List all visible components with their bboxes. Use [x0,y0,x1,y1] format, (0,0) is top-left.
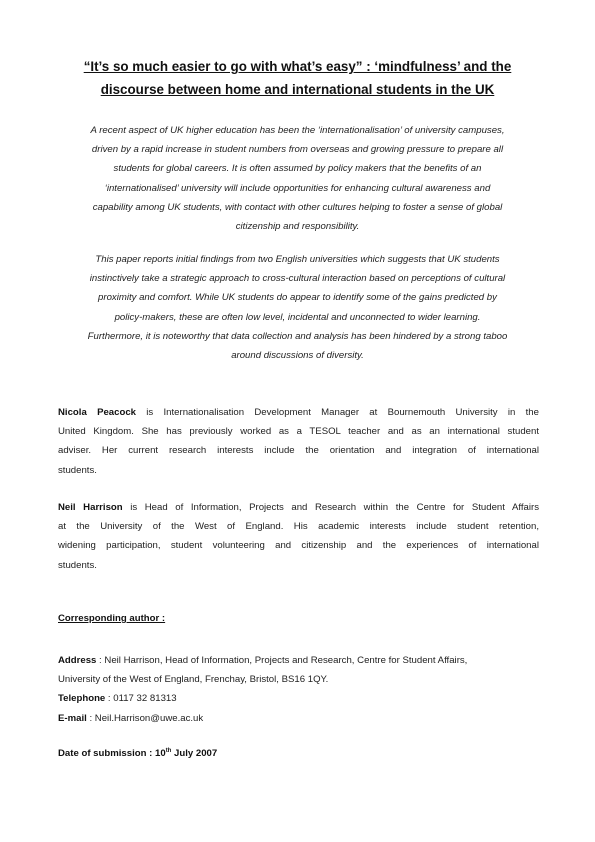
author-name: Nicola Peacock [58,407,137,418]
author-bio-peacock [58,403,539,480]
address-label: Address [58,655,97,666]
email-label: E-mail [58,712,87,724]
submission-label [58,748,217,759]
email-line [58,709,539,728]
bio-line: United Kingdom. She has previously worked as a TESOL teacher and as an international student [58,426,539,438]
author-name: Neil Harrison [58,502,123,513]
bio-line: at the University of the West of England. His academic interests include student retention, [58,521,539,533]
paper-title [55,55,540,101]
submission-line [58,744,539,763]
bio-line: students. [58,559,97,571]
abstract-line: students for global careers. It is often assumed by policy makers that the benefits of an [113,163,482,175]
bio-text: is Head of Information, Projects and Research within the Centre for Student Affairs [122,502,539,513]
telephone-value: : 0117 32 81313 [105,693,177,705]
abstract-line: citizenship and responsibility. [235,221,360,233]
bio-line: adviser. Her current research interests include the orientation and integration of international [58,445,539,457]
contact-details [58,651,539,728]
corresponding-author-heading: Corresponding author : [58,613,166,624]
bio-line: widening participation, student volunteering and citizenship and the experiences of international [58,540,539,552]
abstract-line: A recent aspect of UK higher education has been the ‘internationalisation’ of university campuses, [90,125,505,136]
address-line [58,651,539,670]
telephone-label: Telephone [58,693,106,705]
email-value[interactable]: : Neil.Harrison@uwe.ac.uk [86,712,204,724]
paper-title-line: “It’s so much easier to go with what’s easy” : ‘mindfulness’ and the [83,59,512,74]
abstract-line: driven by a rapid increase in student numbers from overseas and growing pressure to prepare all [91,144,504,156]
abstract-line: capability among UK students, with contact with other cultures helping to foster a sense of global [92,201,503,213]
date-ordinal-suffix: th [165,747,172,754]
abstract-line: proximity and comfort. While UK students do appear to identify some of the gains predicted by [98,292,497,304]
abstract-line: Furthermore, it is noteworthy that data collection and analysis has been hindered by a strong taboo [87,330,508,342]
abstract-line: This paper reports initial findings from two English universities which suggests that UK students [95,254,500,265]
abstract-line: around discussions of diversity. [231,350,364,362]
abstract-paragraph-2 [58,250,537,365]
bio-line [58,403,539,422]
abstract-line: policy-makers, these are often low level, incidental and unconnected to wider learning. [114,311,481,323]
submission-date [58,744,539,763]
address-text: : Neil Harrison, Head of Information, Projects and Research, Centre for Student Affairs, [96,655,468,666]
bio-line [58,498,539,517]
abstract-line: instinctively take a strategic approach to cross-cultural interaction based on perceptions of cultural [89,273,506,285]
address-line: University of the West of England, Frenchay, Bristol, BS16 1QY. [58,674,329,686]
abstract-paragraph-1 [58,121,537,236]
bio-line: students. [58,464,97,476]
paper-title-line: discourse between home and international students in the UK [100,82,495,97]
abstract-line: ‘internationalised’ university will include opportunities for enhancing cultural awareness and [104,182,491,194]
submission-month-year: July 2007 [171,748,218,759]
submission-date-text: Date of submission : 10 [58,748,166,759]
bio-text: is Internationalisation Development Manager at Bournemouth University in the [136,407,539,418]
author-bio-harrison [58,498,539,575]
telephone-line [58,689,539,708]
